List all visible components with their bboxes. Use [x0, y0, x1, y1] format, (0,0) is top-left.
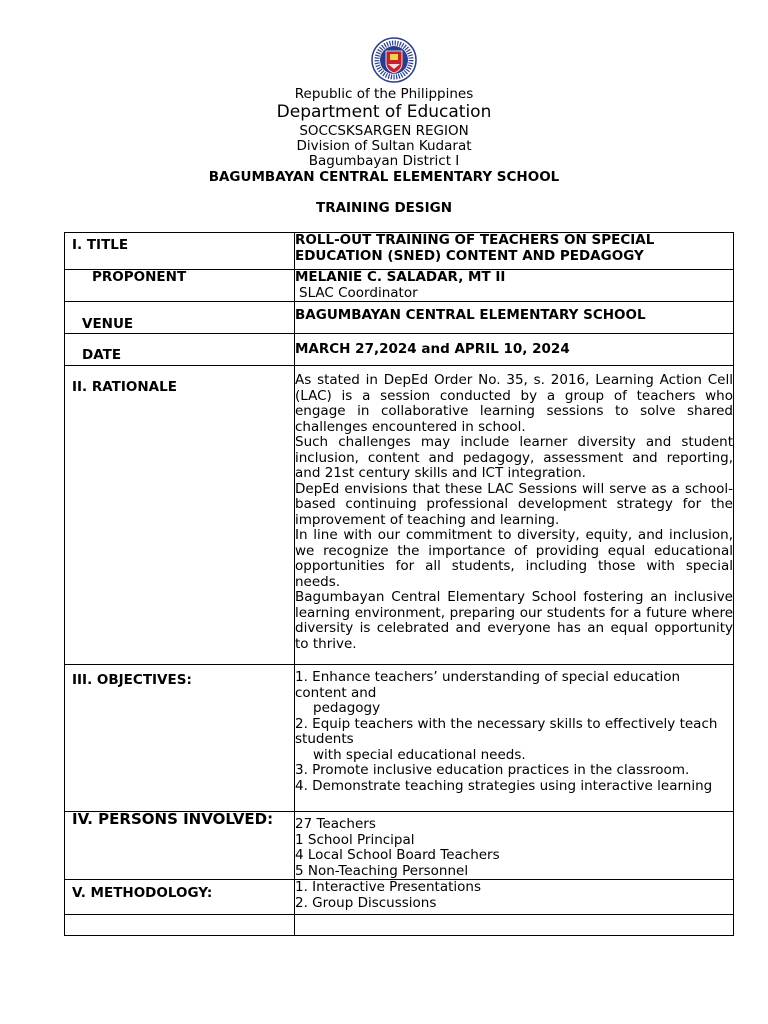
venue-label: VENUE: [82, 316, 134, 332]
objective-line: pedagogy: [313, 700, 381, 716]
table-row: [65, 880, 734, 915]
objectives-value-cell: [295, 665, 734, 812]
table-row: [65, 270, 734, 302]
rationale-label: II. RATIONALE: [72, 379, 177, 395]
rationale-value-cell: [295, 366, 734, 665]
header-district: Bagumbayan District I: [308, 153, 460, 169]
venue-value: BAGUMBAYAN CENTRAL ELEMENTARY SCHOOL: [295, 302, 734, 334]
proponent-label: PROPONENT: [92, 269, 187, 285]
persons-value-cell: [295, 812, 734, 880]
table-row: [65, 334, 734, 366]
rationale-paragraph: As stated in DepEd Order No. 35, s. 2016, Learning Action Cell (LAC) is a session conducted by a group of teachers who engage in collaborative learning sessions to solve shared challenges encountered in school.: [295, 372, 733, 435]
persons-label: IV. PERSONS INVOLVED:: [72, 811, 274, 828]
rationale-paragraph: In line with our commitment to diversity, equity, and inclusion, we recognize the importance of providing equal educational opportunities for all students, including those with special needs.: [295, 527, 733, 590]
table-row: [65, 233, 734, 270]
header-republic: Republic of the Philippines: [294, 86, 474, 102]
persons-line: 27 Teachers: [295, 816, 376, 832]
persons-line: 4 Local School Board Teachers: [295, 847, 500, 863]
venue-label-cell: [65, 302, 295, 334]
table-row: [65, 302, 734, 334]
objectives-label-cell: [65, 665, 295, 812]
persons-line: 1 School Principal: [295, 831, 415, 848]
date-label: DATE: [82, 347, 122, 363]
proponent-name: MELANIE C. SALADAR, MT II: [295, 269, 506, 285]
table-row: [65, 665, 734, 812]
header-department: Department of Education: [276, 102, 492, 122]
objective-line: 2. Equip teachers with the necessary skills to effectively teach students: [295, 715, 718, 747]
proponent-role: SLAC Coordinator: [299, 284, 418, 301]
deped-seal-icon: [368, 37, 420, 83]
methodology-line: 2. Group Discussions: [295, 894, 437, 911]
methodology-label-cell: [65, 880, 295, 915]
methodology-line: 1. Interactive Presentations: [295, 879, 482, 895]
objective-line: 1. Enhance teachers’ understanding of special education content and: [295, 669, 681, 701]
table-row: [65, 366, 734, 665]
empty-cell: [65, 915, 295, 936]
title-value: ROLL-OUT TRAINING OF TEACHERS ON SPECIAL EDUCATION (SNED) CONTENT AND PEDAGOGY: [295, 233, 734, 270]
methodology-label: V. METHODOLOGY:: [72, 885, 213, 901]
table-row: [65, 812, 734, 880]
proponent-label-cell: [65, 270, 295, 302]
training-design-table: [64, 232, 734, 936]
rationale-paragraph: Such challenges may include learner diversity and student inclusion, content and pedagogy, assessment and reporting, and 21st century skills and ICT integration.: [295, 434, 733, 481]
date-value: MARCH 27,2024 and APRIL 10, 2024: [295, 334, 734, 366]
objective-line: with special educational needs.: [313, 746, 526, 763]
objective-line: 3. Promote inclusive education practices in the classroom.: [295, 762, 690, 778]
proponent-value-cell: [295, 270, 734, 302]
persons-line: 5 Non-Teaching Personnel: [295, 862, 469, 879]
methodology-value-cell: [295, 880, 734, 915]
rationale-paragraph: DepEd envisions that these LAC Sessions will serve as a school-based continuing professional development strategy for the improvement of teaching and learning.: [295, 480, 733, 528]
header-region: SOCCSKSARGEN REGION: [299, 123, 469, 139]
rationale-paragraph: Bagumbayan Central Elementary School fostering an inclusive learning environment, preparing our students for a future where diversity is celebrated and everyone has an equal opportunity to thrive.: [295, 589, 733, 652]
header-division: Division of Sultan Kudarat: [296, 138, 472, 154]
header-school: BAGUMBAYAN CENTRAL ELEMENTARY SCHOOL: [208, 169, 560, 185]
objective-line: 4. Demonstrate teaching strategies using interactive learning: [295, 777, 713, 794]
persons-label-cell: [65, 812, 295, 880]
title-label: I. TITLE: [72, 237, 129, 253]
document-title: TRAINING DESIGN: [315, 200, 453, 216]
table-row: [65, 915, 734, 936]
title-label-cell: [65, 233, 295, 270]
objectives-label: III. OBJECTIVES:: [72, 672, 192, 688]
rationale-label-cell: [65, 366, 295, 665]
empty-cell: [295, 915, 734, 936]
date-label-cell: [65, 334, 295, 366]
